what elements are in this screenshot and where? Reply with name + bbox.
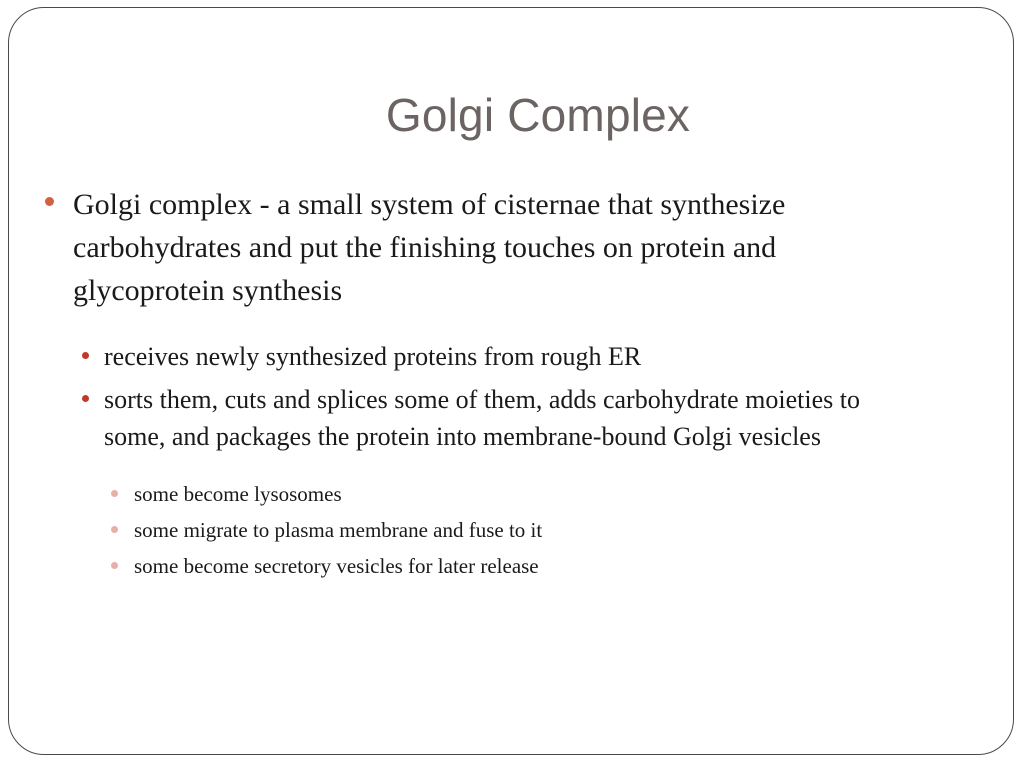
- bullet-text-line: receives newly synthesized proteins from rough ER: [104, 342, 642, 371]
- bullet-text-line: Golgi complex - a small system of cisternae that synthesize: [73, 188, 786, 221]
- bullet-dot-icon: [82, 395, 89, 402]
- bullet-dot-icon: [82, 352, 89, 359]
- bullet-text-line: some become secretory vesicles for later release: [134, 554, 539, 578]
- bullet-text-line: glycoprotein synthesis: [73, 274, 343, 307]
- bullet-dot-icon: [45, 197, 54, 206]
- bullet-text-line: carbohydrates and put the finishing touches on protein and: [73, 231, 777, 264]
- bullet-text-line: some migrate to plasma membrane and fuse to it: [134, 518, 543, 542]
- bullet-text-line: some become lysosomes: [134, 482, 342, 506]
- bullet-dot-icon: [111, 490, 118, 497]
- bullet-text-line: some, and packages the protein into membrane-bound Golgi vesicles: [104, 422, 821, 451]
- slide-title: Golgi Complex: [385, 89, 691, 141]
- bullet-dot-icon: [111, 562, 118, 569]
- bullet-dot-icon: [111, 526, 118, 533]
- bullet-text-line: sorts them, cuts and splices some of them, adds carbohydrate moieties to: [104, 385, 860, 414]
